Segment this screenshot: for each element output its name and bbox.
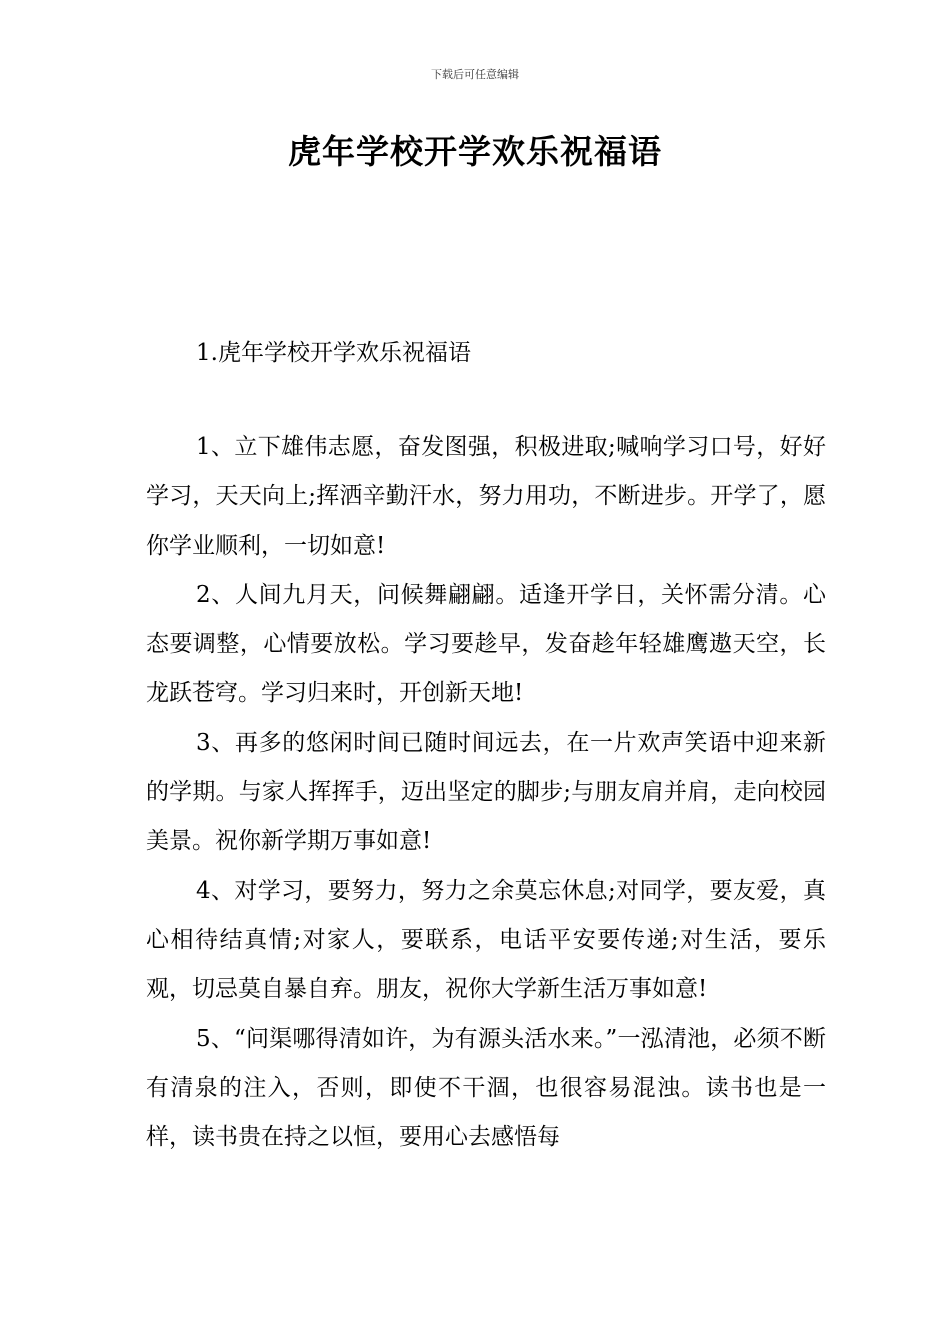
document-title: 虎年学校开学欢乐祝福语 (288, 132, 662, 171)
section-heading: 1.虎年学校开学欢乐祝福语 (196, 340, 471, 366)
paragraph-3: 3、再多的悠闲时间已随时间远去，在一片欢声笑语中迎来新的学期。与家人挥挥手，迈出坚定的脚步;与朋友肩并肩，走向校园美景。祝你新学期万事如意! (146, 729, 826, 855)
paragraph-4: 4、对学习，要努力，努力之余莫忘休息;对同学，要友爱，真心相待结真情;对家人，要联系，电话平安要传递;对生活，要乐观，切忌莫自暴自弃。朋友，祝你大学新生活万事如意! (146, 877, 826, 1003)
paragraph-1: 1、立下雄伟志愿，奋发图强，积极进取;喊响学习口号，好好学习，天天向上;挥洒辛勤汗水，努力用功，不断进步。开学了，愿你学业顺利，一切如意! (146, 434, 826, 559)
header-note: 下载后可任意编辑 (431, 68, 519, 81)
document-body (146, 423, 826, 1162)
paragraph-5: 5、“问渠哪得清如许，为有源头活水来。”一泓清池，必须不断有清泉的注入，否则，即使不干涸，也很容易混浊。读书也是一样，读书贵在持之以恒，要用心去感悟每 (146, 1025, 826, 1151)
paragraph-2: 2、人间九月天，问候舞翩翩。适逢开学日，关怀需分清。心态要调整，心情要放松。学习要趁早，发奋趁年轻雄鹰遨天空，长龙跃苍穹。学习归来时，开创新天地! (146, 581, 826, 707)
